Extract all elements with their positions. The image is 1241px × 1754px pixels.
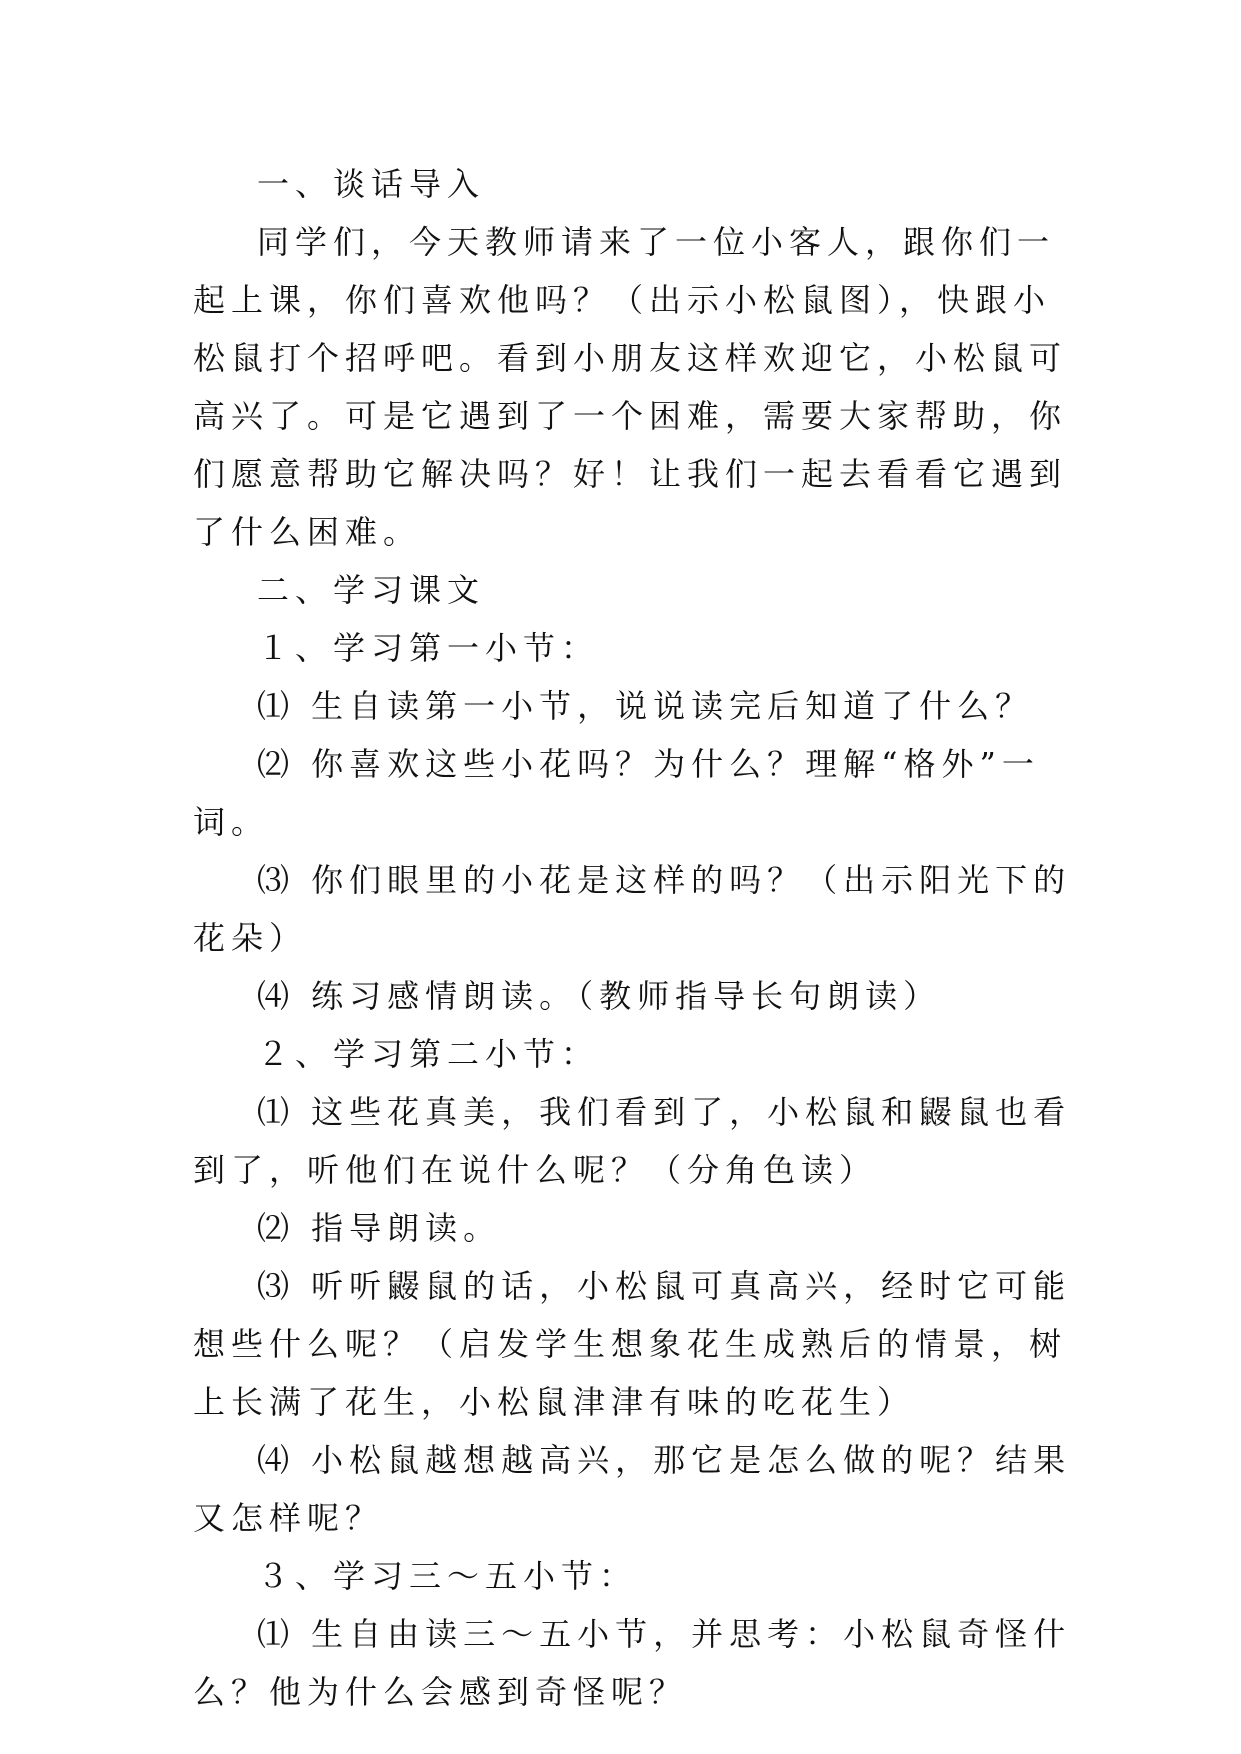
part-1-item-2: ⑵ 你喜欢这些小花吗？为什么？理解“格外”一词。 [193,745,1040,841]
part-1-item-3: ⑶ 你们眼里的小花是这样的吗？（出示阳光下的花朵） [193,861,1072,957]
part-1-item-1: ⑴ 生自读第一小节，说说读完后知道了什么？ [257,687,1034,725]
part-2-item-3: ⑶ 听听鼹鼠的话，小松鼠可真高兴，经时它可能想些什么呢？（启发学生想象花生成熟后的情景，树上长满了花生，小松鼠津津有味的吃花生） [193,1267,1072,1421]
part-2-item-1: ⑴ 这些花真美，我们看到了，小松鼠和鼹鼠也看到了，听他们在说什么呢？（分角色读） [193,1093,1072,1189]
intro-paragraph: 同学们，今天教师请来了一位小客人，跟你们一起上课，你们喜欢他吗？（出示小松鼠图），快跟小松鼠打个招呼吧。看到小朋友这样欢迎它，小松鼠可高兴了。可是它遇到了一个困难，需要大家帮助，你们愿意帮助它解决吗？好！让我们一起去看看它遇到了什么困难。 [193,223,1068,551]
part-3-item-1: ⑴ 生自由读三～五小节，并思考：小松鼠奇怪什么？他为什么会感到奇怪呢？ [193,1615,1072,1711]
part-2-item-4: ⑷ 小松鼠越想越高兴，那它是怎么做的呢？结果又怎样呢？ [193,1441,1072,1537]
part-2-title: ２、学习第二小节： [257,1035,600,1073]
part-1-title: １、学习第一小节： [257,629,600,667]
document-body [193,155,1073,1721]
part-2-item-2: ⑵ 指导朗读。 [257,1209,502,1247]
part-3-title: ３、学习三～五小节： [257,1557,638,1595]
part-1-item-4: ⑷ 练习感情朗读。（教师指导长句朗读） [257,977,942,1015]
section-heading-2: 二、学习课文 [257,571,486,609]
section-heading-1: 一、谈话导入 [257,165,486,203]
